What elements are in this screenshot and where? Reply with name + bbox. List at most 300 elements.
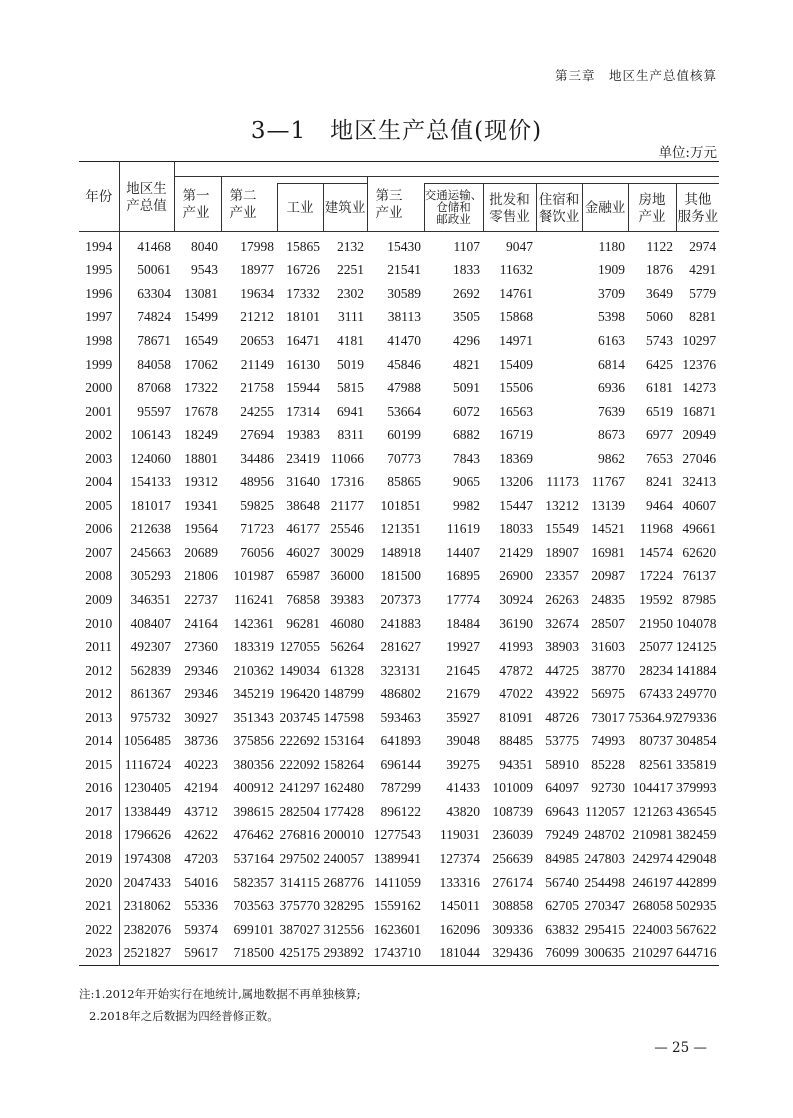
value-cell: 36190 [499, 615, 533, 631]
col-gdp-line1: 地区生 [126, 180, 167, 196]
value-cell: 375856 [233, 733, 274, 749]
value-cell: 162096 [439, 921, 480, 937]
value-cell: 23357 [545, 568, 579, 584]
col-other-line2: 服务业 [677, 208, 719, 224]
value-cell: 25546 [330, 521, 364, 537]
value-cell: 32674 [545, 615, 579, 631]
col-hotel-line1: 住宿和 [538, 191, 580, 207]
value-cell: 1623601 [373, 921, 421, 937]
value-cell: 62705 [545, 898, 579, 914]
col-transport-line3: 邮政业 [436, 213, 471, 226]
table-row [79, 282, 719, 306]
col-primary-line2: 产业 [182, 205, 210, 220]
value-cell: 14574 [639, 544, 673, 560]
footnote-2: 2.2018年之后数据为四经普修正数。 [89, 1009, 279, 1023]
value-cell: 13081 [184, 285, 218, 301]
value-cell: 5398 [598, 309, 625, 325]
value-cell: 148918 [380, 544, 421, 560]
value-cell: 61328 [330, 662, 364, 678]
value-cell: 429048 [676, 850, 717, 866]
year-cell: 2003 [85, 450, 113, 466]
value-cell: 6425 [646, 356, 673, 372]
value-cell: 281627 [380, 639, 421, 655]
value-cell: 1411059 [374, 874, 421, 890]
value-cell: 106143 [119, 423, 174, 447]
value-cell: 13139 [591, 497, 625, 513]
value-cell: 17678 [184, 403, 218, 419]
value-cell: 1743710 [373, 945, 421, 961]
value-cell: 14273 [682, 380, 717, 396]
value-cell: 293892 [323, 945, 364, 961]
value-cell: 78671 [119, 329, 174, 353]
year-cell: 2004 [85, 474, 113, 490]
value-cell: 22737 [184, 591, 218, 607]
table-row [79, 470, 719, 494]
year-cell: 2013 [85, 709, 113, 725]
value-cell: 222692 [279, 733, 320, 749]
value-cell: 53664 [387, 403, 421, 419]
value-cell: 14407 [446, 544, 480, 560]
value-cell: 15868 [499, 309, 533, 325]
value-cell: 47203 [184, 850, 218, 866]
value-cell: 11066 [330, 450, 364, 466]
value-cell: 28507 [591, 615, 625, 631]
value-cell: 38770 [591, 662, 625, 678]
value-cell: 249770 [676, 686, 717, 702]
col-transport-line1: 交通运输、 [424, 189, 483, 202]
value-cell: 537164 [233, 850, 274, 866]
table-row [79, 612, 719, 636]
value-cell: 96281 [286, 615, 320, 631]
value-cell: 718500 [233, 945, 274, 961]
value-cell: 79249 [545, 827, 579, 843]
value-cell: 19383 [286, 427, 320, 443]
value-cell: 308858 [492, 898, 533, 914]
table-row [79, 753, 719, 777]
value-cell: 47872 [499, 662, 533, 678]
table-row [79, 541, 719, 565]
value-cell: 27046 [682, 450, 717, 466]
value-cell: 335819 [676, 756, 717, 772]
value-cell [536, 329, 582, 353]
value-cell: 196420 [279, 686, 320, 702]
value-cell: 5060 [646, 309, 673, 325]
value-cell: 696144 [380, 756, 421, 772]
col-realestate-line1: 房地 [638, 191, 666, 207]
value-cell: 21758 [240, 380, 274, 396]
value-cell: 119031 [440, 827, 480, 843]
value-cell: 1974308 [119, 847, 174, 871]
value-cell: 92730 [591, 780, 625, 796]
year-cell: 2017 [85, 803, 113, 819]
value-cell: 59374 [184, 921, 218, 937]
value-cell: 379993 [676, 780, 717, 796]
value-cell: 181500 [380, 568, 421, 584]
value-cell: 1876 [646, 262, 673, 278]
value-cell: 16549 [184, 332, 218, 348]
value-cell: 486802 [380, 686, 421, 702]
value-cell: 400912 [233, 780, 274, 796]
value-cell: 425175 [279, 945, 320, 961]
col-hotel [536, 184, 582, 232]
value-cell: 20987 [591, 568, 625, 584]
value-cell: 492307 [119, 635, 174, 659]
value-cell: 112057 [585, 803, 625, 819]
value-cell: 562839 [119, 659, 174, 683]
value-cell [536, 232, 582, 259]
value-cell: 1389941 [373, 850, 421, 866]
value-cell: 87068 [119, 376, 174, 400]
value-cell: 27694 [240, 427, 274, 443]
table-row [79, 706, 719, 730]
value-cell: 16895 [446, 568, 480, 584]
value-cell: 14971 [499, 332, 533, 348]
table-body [79, 232, 719, 966]
value-cell: 62620 [682, 544, 717, 560]
value-cell: 9464 [646, 497, 673, 513]
value-cell: 6977 [646, 427, 673, 443]
value-cell: 70773 [387, 450, 421, 466]
value-cell: 297502 [279, 850, 320, 866]
value-cell: 1338449 [119, 800, 174, 824]
value-cell: 20689 [184, 544, 218, 560]
value-cell: 50061 [119, 259, 174, 283]
value-cell: 47988 [387, 380, 421, 396]
col-industry: 工业 [277, 184, 323, 232]
value-cell: 40607 [682, 497, 717, 513]
value-cell: 59617 [184, 945, 218, 961]
value-cell: 27360 [184, 639, 218, 655]
value-cell: 71723 [240, 521, 274, 537]
value-cell: 5743 [646, 332, 673, 348]
value-cell: 18484 [446, 615, 480, 631]
col-hotel-line2: 餐饮业 [538, 208, 580, 224]
year-cell: 1998 [85, 332, 113, 348]
col-tertiary-line2: 产业 [375, 205, 403, 220]
value-cell: 6936 [598, 380, 625, 396]
value-cell: 141884 [676, 662, 717, 678]
value-cell: 1230405 [119, 777, 174, 801]
value-cell: 48726 [545, 709, 579, 725]
value-cell: 19341 [184, 497, 218, 513]
value-cell: 1116724 [119, 753, 174, 777]
value-cell: 309336 [492, 921, 533, 937]
value-cell: 75364.97 [628, 709, 679, 725]
value-cell: 133316 [439, 874, 480, 890]
year-cell: 2000 [85, 380, 113, 396]
value-cell: 24835 [591, 591, 625, 607]
col-tertiary-line1: 第三 [375, 188, 403, 203]
value-cell: 2318062 [119, 894, 174, 918]
value-cell: 149034 [279, 662, 320, 678]
value-cell: 8281 [689, 309, 717, 325]
value-cell: 39048 [446, 733, 480, 749]
value-cell: 36000 [330, 568, 364, 584]
value-cell: 896122 [380, 803, 421, 819]
value-cell: 279336 [676, 709, 717, 725]
value-cell: 18907 [545, 544, 579, 560]
value-cell: 408407 [119, 612, 174, 636]
col-other [676, 184, 719, 232]
value-cell: 21679 [446, 686, 480, 702]
table-row [79, 259, 719, 283]
value-cell: 44725 [545, 662, 579, 678]
value-cell [536, 400, 582, 424]
table-row [79, 588, 719, 612]
year-cell: 2011 [85, 639, 112, 655]
value-cell: 30589 [387, 285, 421, 301]
value-cell: 15447 [499, 497, 533, 513]
value-cell: 1180 [598, 238, 625, 254]
chapter-header: 第三章 地区生产总值核算 [554, 68, 717, 83]
col-primary-line1: 第一 [182, 188, 210, 203]
col-tertiary [367, 177, 424, 232]
value-cell: 13206 [499, 474, 533, 490]
value-cell: 210981 [632, 827, 673, 843]
value-cell: 1559162 [373, 898, 421, 914]
value-cell: 17332 [286, 285, 320, 301]
col-secondary [221, 177, 277, 232]
value-cell: 305293 [119, 565, 174, 589]
value-cell: 442899 [676, 874, 717, 890]
value-cell: 15409 [499, 356, 533, 372]
value-cell: 46027 [286, 544, 320, 560]
value-cell: 2692 [453, 285, 480, 301]
table-row [79, 423, 719, 447]
value-cell: 6882 [453, 427, 480, 443]
value-cell: 84985 [545, 850, 579, 866]
value-cell: 38736 [184, 733, 218, 749]
value-cell: 222092 [279, 756, 320, 772]
value-cell: 19564 [184, 521, 218, 537]
value-cell: 8040 [191, 238, 218, 254]
value-cell: 38648 [286, 497, 320, 513]
value-cell: 4181 [337, 332, 364, 348]
value-cell: 82561 [639, 756, 673, 772]
value-cell: 2302 [337, 285, 364, 301]
value-cell: 85865 [387, 474, 421, 490]
value-cell: 787299 [380, 780, 421, 796]
value-cell: 1833 [453, 262, 480, 278]
value-cell: 19634 [240, 285, 274, 301]
value-cell: 101851 [380, 497, 421, 513]
value-cell: 19927 [446, 639, 480, 655]
value-cell: 147598 [323, 709, 364, 725]
value-cell: 11767 [591, 474, 625, 490]
value-cell: 42194 [184, 780, 218, 796]
value-cell: 593463 [380, 709, 421, 725]
table-row [79, 941, 719, 965]
table-row [79, 329, 719, 353]
value-cell: 8241 [646, 474, 673, 490]
year-cell: 2007 [85, 544, 113, 560]
year-cell: 2010 [85, 615, 113, 631]
value-cell: 247803 [584, 850, 625, 866]
year-cell: 1996 [85, 285, 113, 301]
value-cell: 8673 [598, 427, 625, 443]
value-cell: 3111 [338, 309, 364, 325]
value-cell: 42622 [184, 827, 218, 843]
value-cell: 67433 [639, 686, 673, 702]
value-cell: 18033 [499, 521, 533, 537]
value-cell: 38903 [545, 639, 579, 655]
value-cell: 73017 [591, 709, 625, 725]
value-cell: 49661 [682, 521, 717, 537]
value-cell: 53775 [545, 733, 579, 749]
value-cell: 19312 [184, 474, 218, 490]
table-row [79, 565, 719, 589]
value-cell: 17224 [639, 568, 673, 584]
value-cell: 300635 [584, 945, 625, 961]
value-cell: 11173 [546, 474, 579, 490]
value-cell: 124125 [676, 639, 717, 655]
value-cell: 94351 [499, 756, 533, 772]
value-cell: 59825 [240, 497, 274, 513]
value-cell: 382459 [676, 827, 717, 843]
value-cell: 101987 [233, 568, 274, 584]
value-cell: 9047 [506, 238, 533, 254]
value-cell: 200010 [323, 827, 364, 843]
value-cell: 16563 [499, 403, 533, 419]
year-cell: 2015 [85, 756, 113, 772]
value-cell: 345219 [233, 686, 274, 702]
value-cell: 32413 [682, 474, 717, 490]
col-gdp [119, 162, 174, 232]
value-cell: 476462 [233, 827, 274, 843]
value-cell: 323131 [380, 662, 421, 678]
value-cell: 43922 [545, 686, 579, 702]
table-row [79, 376, 719, 400]
year-cell: 2001 [85, 403, 113, 419]
value-cell: 41470 [387, 332, 421, 348]
table-row [79, 447, 719, 471]
value-cell: 31603 [591, 639, 625, 655]
value-cell: 56264 [330, 639, 364, 655]
value-cell: 282504 [279, 803, 320, 819]
col-gdp-line2: 产总值 [126, 197, 167, 213]
value-cell: 74824 [119, 306, 174, 330]
year-cell: 1997 [85, 309, 113, 325]
value-cell: 203745 [279, 709, 320, 725]
value-cell: 1796626 [119, 824, 174, 848]
value-cell: 88485 [499, 733, 533, 749]
value-cell: 19592 [639, 591, 673, 607]
value-cell: 314115 [280, 874, 320, 890]
value-cell: 16719 [499, 427, 533, 443]
footnote-1: 注:1.2012年开始实行在地统计,属地数据不再单独核算; [79, 987, 361, 1001]
value-cell: 15944 [286, 380, 320, 396]
value-cell: 8311 [337, 427, 364, 443]
col-construction: 建筑业 [323, 184, 367, 232]
value-cell: 30924 [499, 591, 533, 607]
col-finance: 金融业 [582, 184, 628, 232]
value-cell: 6814 [598, 356, 625, 372]
value-cell: 15549 [545, 521, 579, 537]
value-cell: 148799 [323, 686, 364, 702]
footnotes [79, 983, 361, 1027]
value-cell: 375770 [279, 898, 320, 914]
unit-label: 单位:万元 [658, 145, 717, 161]
value-cell: 85228 [591, 756, 625, 772]
value-cell: 154133 [119, 470, 174, 494]
value-cell: 46080 [330, 615, 364, 631]
value-cell: 63832 [545, 921, 579, 937]
value-cell: 6163 [598, 332, 625, 348]
value-cell: 63304 [119, 282, 174, 306]
value-cell: 21806 [184, 568, 218, 584]
value-cell: 15865 [286, 238, 320, 254]
value-cell: 95597 [119, 400, 174, 424]
value-cell: 24255 [240, 403, 274, 419]
value-cell: 56975 [591, 686, 625, 702]
value-cell: 9982 [453, 497, 480, 513]
value-cell: 145011 [440, 898, 480, 914]
value-cell: 127374 [439, 850, 480, 866]
value-cell: 17314 [286, 403, 320, 419]
value-cell: 76858 [286, 591, 320, 607]
value-cell: 5779 [689, 285, 717, 301]
value-cell: 17774 [446, 591, 480, 607]
value-cell: 15430 [387, 238, 421, 254]
value-cell: 7843 [453, 450, 480, 466]
year-cell: 2021 [85, 898, 113, 914]
value-cell: 16471 [286, 332, 320, 348]
year-cell: 1995 [85, 262, 113, 278]
value-cell: 18977 [240, 262, 274, 278]
value-cell: 2132 [337, 238, 364, 254]
table-row [79, 494, 719, 518]
col-wholesale-line1: 批发和 [489, 191, 530, 207]
value-cell [536, 282, 582, 306]
table-row [79, 847, 719, 871]
value-cell [536, 259, 582, 283]
value-cell: 17998 [240, 238, 274, 254]
value-cell: 4296 [453, 332, 480, 348]
table-row [79, 635, 719, 659]
table-row [79, 729, 719, 753]
value-cell: 127055 [279, 639, 320, 655]
value-cell: 207373 [380, 591, 421, 607]
year-cell: 2016 [85, 780, 113, 796]
year-cell: 2012 [85, 662, 113, 678]
value-cell: 567622 [676, 921, 717, 937]
value-cell: 43820 [446, 803, 480, 819]
value-cell: 26900 [499, 568, 533, 584]
value-cell: 40223 [184, 756, 218, 772]
value-cell: 25077 [639, 639, 673, 655]
value-cell: 3505 [453, 309, 480, 325]
value-cell: 56740 [545, 874, 579, 890]
value-cell: 31640 [286, 474, 320, 490]
value-cell: 276816 [279, 827, 320, 843]
value-cell: 26263 [545, 591, 579, 607]
value-cell: 46177 [286, 521, 320, 537]
table-row [79, 682, 719, 706]
year-cell: 1994 [85, 238, 113, 254]
value-cell: 29346 [184, 686, 218, 702]
value-cell: 210297 [632, 945, 673, 961]
value-cell: 11619 [446, 521, 480, 537]
value-cell: 1107 [453, 238, 480, 254]
value-cell: 34486 [240, 450, 274, 466]
year-cell: 2019 [85, 850, 113, 866]
value-cell: 20949 [682, 427, 717, 443]
value-cell: 153164 [323, 733, 364, 749]
col-year: 年份 [79, 162, 119, 232]
value-cell: 21950 [639, 615, 673, 631]
value-cell: 18249 [184, 427, 218, 443]
value-cell: 17322 [184, 380, 218, 396]
